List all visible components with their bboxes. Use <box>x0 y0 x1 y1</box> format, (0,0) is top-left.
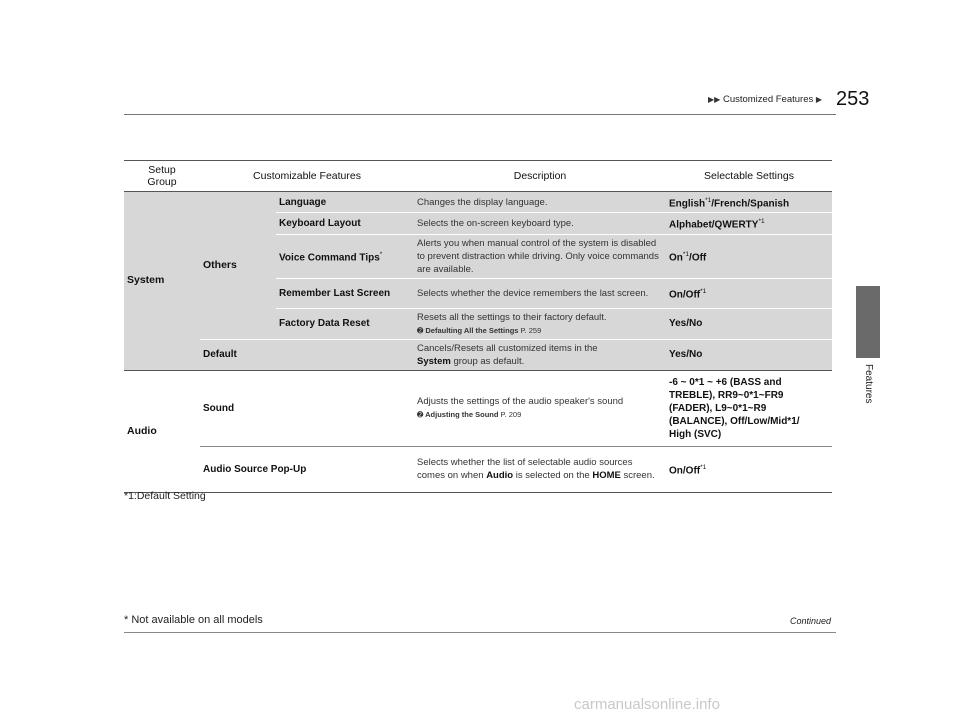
opt-language: English$^{*1}$/French/Spanish <box>666 192 832 213</box>
feature-source-popup: Audio Source Pop-Up <box>200 446 414 492</box>
reference-arrow-icon: ➋ <box>417 325 424 335</box>
settings-table <box>124 160 832 493</box>
section-tab-label: Features <box>863 364 874 404</box>
continued-label: Continued <box>790 616 832 626</box>
opt-default: Yes/No <box>666 339 832 370</box>
desc-language: Changes the display language. <box>414 192 666 213</box>
desc-remember-screen: Selects whether the device remembers the last screen. <box>414 278 666 308</box>
breadcrumb-label: Customized Features <box>722 94 814 105</box>
col-description: Description <box>414 161 666 192</box>
cross-reference-link[interactable]: ➋ Defaulting All the Settings P. 259 <box>417 325 542 335</box>
col-setup-group: Setup Group <box>124 161 200 192</box>
table-row <box>124 192 832 213</box>
breadcrumb-arrow-icon: ▶ <box>815 95 823 104</box>
header-divider <box>124 114 836 115</box>
col-features: Customizable Features <box>200 161 414 192</box>
feature-sound: Sound <box>200 370 414 446</box>
section-tab <box>856 286 880 358</box>
feature-factory-reset: Factory Data Reset <box>276 308 414 339</box>
col-settings: Selectable Settings <box>666 161 832 192</box>
table-row <box>124 370 832 446</box>
opt-sound: -6 ~ 0*1 ~ +6 (BASS and TREBLE), RR9~0*1~FR9 (FADER), L9~0*1~R9 (BALANCE), Off/Low/Mid*1/ High (SVC) <box>666 370 832 446</box>
desc-source-popup: Selects whether the list of selectable audio sources comes on when Audio is selected on the HOME screen. <box>414 446 666 492</box>
opt-source-popup: On/Off$^{*1}$ <box>666 446 832 492</box>
subgroup-others: Others <box>200 192 276 340</box>
feature-language: Language <box>276 192 414 213</box>
group-audio: Audio <box>124 370 200 492</box>
desc-default: Cancels/Resets all customized items in the System group as default. <box>414 339 666 370</box>
feature-voice-tips: Voice Command Tips* <box>276 234 414 278</box>
footer-divider <box>124 632 836 633</box>
opt-voice-tips: On$^{*1}$/Off <box>666 234 832 278</box>
availability-note: * Not available on all models <box>124 614 263 626</box>
reference-arrow-icon: ➋ <box>417 410 424 420</box>
opt-keyboard: Alphabet/QWERTY$^{*1}$ <box>666 213 832 234</box>
desc-keyboard: Selects the on-screen keyboard type. <box>414 213 666 234</box>
table-row <box>124 339 832 370</box>
feature-default: Default <box>200 339 414 370</box>
feature-remember-screen: Remember Last Screen <box>276 278 414 308</box>
opt-factory-reset: Yes/No <box>666 308 832 339</box>
table-row <box>124 446 832 492</box>
desc-sound: Adjusts the settings of the audio speaker's sound ➋ Adjusting the Sound P. 209 <box>414 370 666 446</box>
watermark: carmanualsonline.info <box>574 696 720 713</box>
default-setting-note: *1:Default Setting <box>124 490 206 502</box>
group-system: System <box>124 192 200 371</box>
breadcrumb-arrow-icon: ▶▶ <box>708 95 721 104</box>
table-header-row <box>124 161 832 192</box>
desc-factory-reset: Resets all the settings to their factory default. ➋ Defaulting All the Settings P. 259 <box>414 308 666 339</box>
desc-voice-tips: Alerts you when manual control of the system is disabled to prevent distraction while driving. Only voice commands are available. <box>414 234 666 278</box>
page-number: 253 <box>836 88 870 110</box>
opt-remember-screen: On/Off$^{*1}$ <box>666 278 832 308</box>
cross-reference-link[interactable]: ➋ Adjusting the Sound P. 209 <box>417 410 522 420</box>
feature-keyboard: Keyboard Layout <box>276 213 414 234</box>
breadcrumb <box>708 94 822 105</box>
